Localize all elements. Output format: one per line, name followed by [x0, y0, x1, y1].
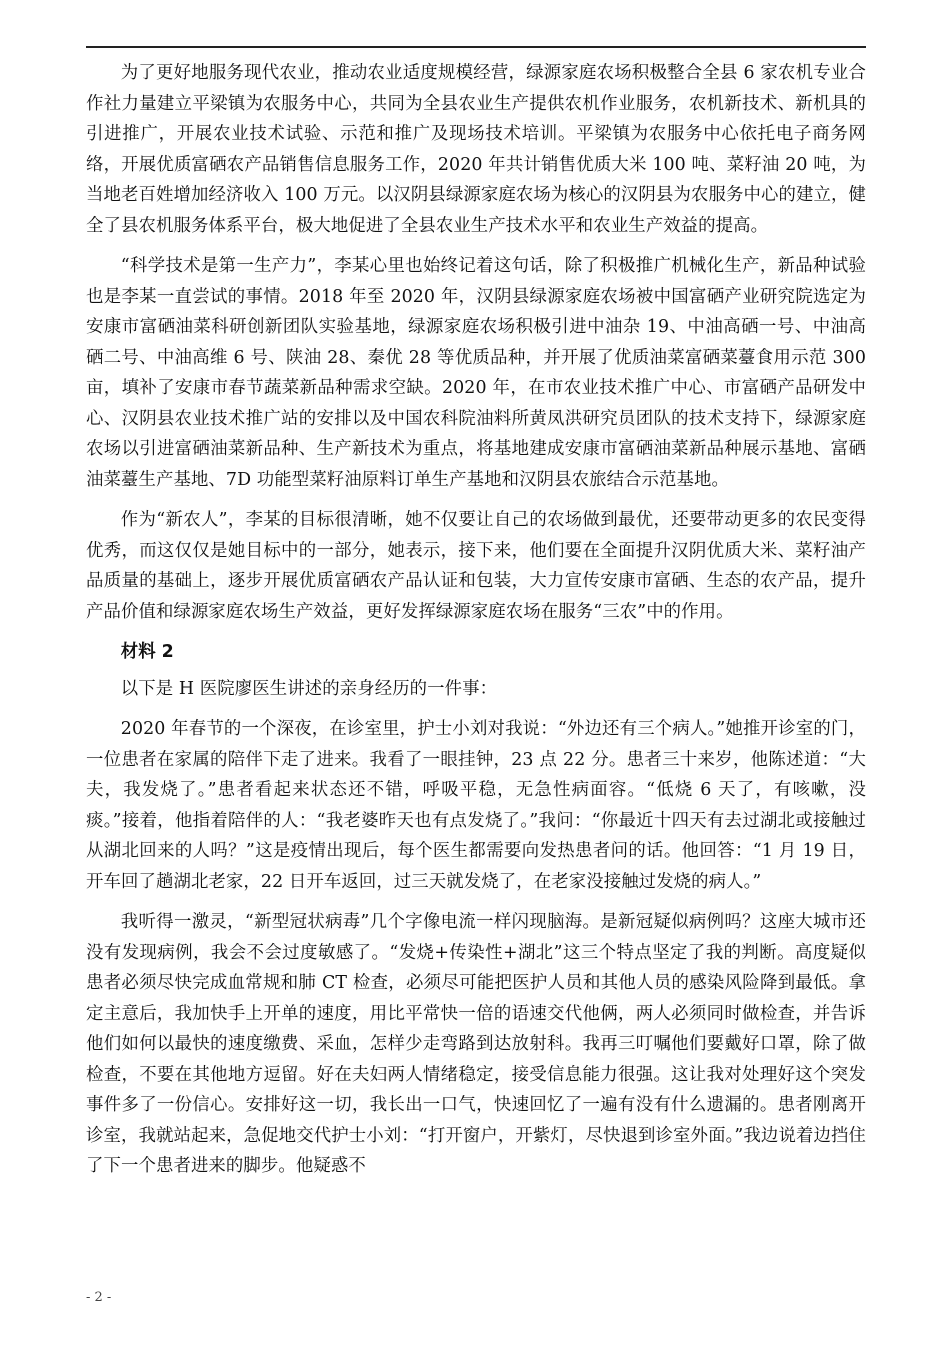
- paragraph-doctor-intro: 以下是 H 医院廖医生讲述的亲身经历的一件事：: [120, 678, 498, 699]
- document-body: [86, 58, 866, 1192]
- paragraph-suspected-case: 我听得一激灵，“新型冠状病毒”几个字像电流一样闪现脑海。是新冠疑似病例吗？这座大城市还没有发现病例，我会不会过度敏感了。“发烧+传染性+湖北”这三个特点坚定了我的判断。高度疑似患者必须尽快完成血常规和肺 CT 检查，必须尽可能把医护人员和其他人员的感染风险降到最低。拿定主意后，我加快手上开单的速度，用比平常快一倍的语速交代他俩，两人必须同时做检查，并告诉他们如何以最快的速度缴费、采血，怎样少走弯路到达放射科。我再三叮嘱他们要戴好口罩，除了做检查，不要在其他地方逗留。好在夫妇两人情绪稳定，接受信息能力很强。这让我对处理好这个突发事件多了一份信心。安排好这一切，我长出一口气，快速回忆了一遍有没有什么遗漏的。患者刚离开诊室，我就站起来，急促地交代护士小刘：“打开窗户，开紫灯，尽快退到诊室外面。”我边说着边挡住了下一个患者进来的脚步。他疑惑不: [86, 912, 866, 1176]
- page-number: - 2 -: [86, 1290, 112, 1305]
- paragraph-new-farmer-goal: 作为“新农人”，李某的目标很清晰，她不仅要让自己的农场做到最优，还要带动更多的农民变得优秀，而这仅仅是她目标中的一部分，她表示，接下来，他们要在全面提升汉阴优质大米、菜籽油产品质量的基础上，逐步开展优质富硒农产品认证和包装，大力宣传安康市富硒、生态的农产品，提升产品价值和绿源家庭农场生产效益，更好发挥绿源家庭农场在服务“三农”中的作用。: [86, 510, 866, 622]
- paragraph-science-technology: “科学技术是第一生产力”，李某心里也始终记着这句话，除了积极推广机械化生产，新品种试验也是李某一直尝试的事情。2018 年至 2020 年，汉阴县绿源家庭农场被中国富硒产业研究院选定为安康市富硒油菜科研创新团队实验基地，绿源家庭农场积极引进中油杂 19、中油高硒一号、中油高硒二号、中油高维 6 号、陕油 28、秦优 28 等优质品种，并开展了优质油菜富硒菜薹食用示范 300 亩，填补了安康市春节蔬菜新品种需求空缺。2020 年，在市农业技术推广中心、市富硒产品研发中心、汉阴县农业技术推广站的安排以及中国农科院油料所黄凤洪研究员团队的技术支持下，绿源家庭农场以引进富硒油菜新品种、生产新技术为重点，将基地建成安康市富硒油菜新品种展示基地、富硒油菜薹生产基地、7D 功能型菜籽油原料订单生产基地和汉阴县农旅结合示范基地。: [86, 256, 866, 490]
- paragraph-late-night-clinic: 2020 年春节的一个深夜，在诊室里，护士小刘对我说：“外边还有三个病人。”她推开诊室的门，一位患者在家属的陪伴下走了进来。我看了一眼挂钟，23 点 22 分。患者三十来岁，他陈述道：“大夫，我发烧了。”患者看起来状态还不错，呼吸平稳，无急性病面容。“低烧 6 天了，有咳嗽，没痰。”接着，他指着陪伴的人：“我老婆昨天也有点发烧了。”我问：“你最近十四天有去过湖北或接触过从湖北回来的人吗？”这是疫情出现后，每个医生都需要向发热患者问的话。他回答：“1 月 19 日，开车回了趟湖北老家，22 日开车返回，过三天就发烧了，在老家没接触过发烧的病人。”: [86, 719, 866, 892]
- paragraph-farm-service-center: 为了更好地服务现代农业，推动农业适度规模经营，绿源家庭农场积极整合全县 6 家农机专业合作社力量建立平梁镇为农服务中心，共同为全县农业生产提供农机作业服务，农机新技术、新机具的引进推广，开展农业技术试验、示范和推广及现场技术培训。平梁镇为农服务中心依托电子商务网络，开展优质富硒农产品销售信息服务工作，2020 年共计销售优质大米 100 吨、菜籽油 20 吨，为当地老百姓增加经济收入 100 万元。以汉阴县绿源家庭农场为核心的汉阴县为农服务中心的建立，健全了县农机服务体系平台，极大地促进了全县农业生产技术水平和农业生产效益的提高。: [86, 63, 866, 236]
- section-heading-material-2: 材料 2: [120, 642, 174, 662]
- header-rule: [86, 46, 866, 48]
